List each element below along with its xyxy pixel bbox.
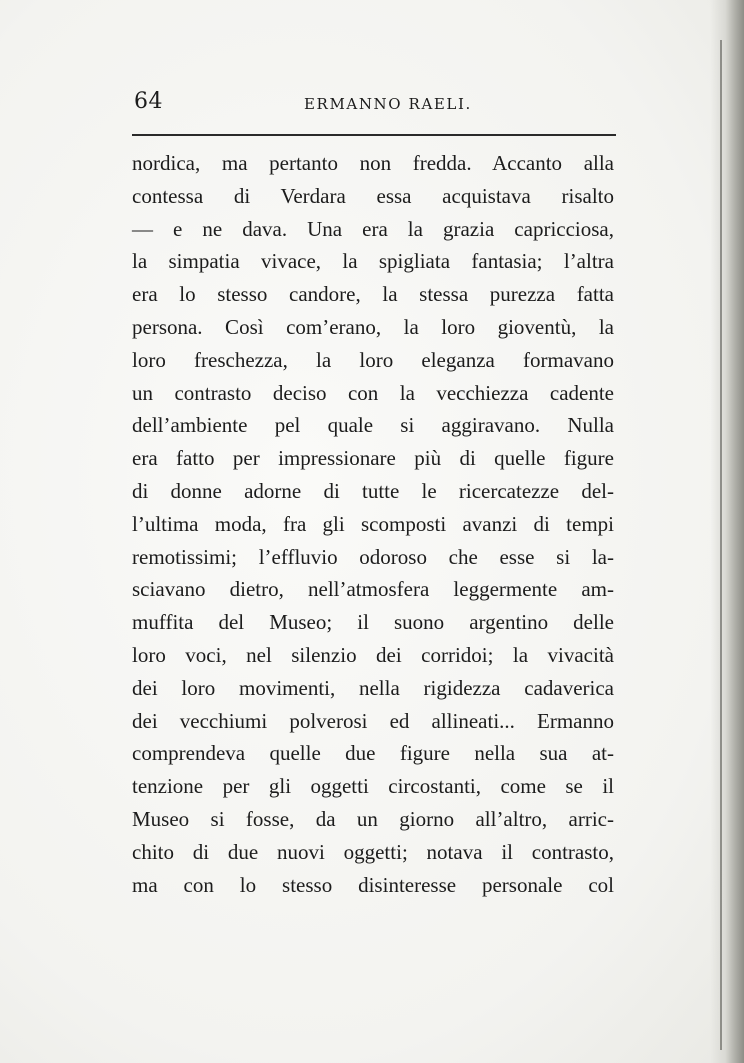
text-line: Museo si fosse, da un giorno all’altro, arric-	[132, 806, 614, 831]
text-line: ma con lo stesso disinteresse personale col	[132, 872, 614, 897]
text-line: la simpatia vivace, la spigliata fantasia; l’altra	[132, 249, 614, 274]
text-line: contessa di Verdara essa acquistava risalto	[132, 183, 614, 208]
header-rule	[132, 134, 616, 136]
text-line: loro voci, nel silenzio dei corridoi; la vivacità	[132, 642, 614, 667]
binding-edge-line	[720, 40, 722, 1050]
page-edge-shadow	[710, 0, 744, 1063]
text-line: dei loro movimenti, nella rigidezza cadaverica	[132, 675, 614, 700]
text-line: di donne adorne di tutte le ricercatezze del-	[132, 478, 614, 503]
text-line: era fatto per impressionare più di quelle figure	[132, 446, 614, 471]
text-line: l’ultima moda, fra gli scomposti avanzi di tempi	[132, 511, 614, 536]
text-line: persona. Così com’erano, la loro gioventù, la	[132, 314, 614, 339]
text-line: comprendeva quelle due figure nella sua at-	[132, 741, 614, 766]
text-line: tenzione per gli oggetti circostanti, come se il	[132, 774, 614, 799]
body-text	[132, 147, 614, 901]
text-line: era lo stesso candore, la stessa purezza fatta	[132, 282, 614, 307]
text-line: remotissimi; l’effluvio odoroso che esse si la-	[132, 544, 614, 569]
running-head: ERMANNO RAELI.	[304, 95, 472, 113]
page-header	[128, 88, 616, 124]
text-line: muffita del Museo; il suono argentino delle	[132, 610, 614, 635]
text-line: un contrasto deciso con la vecchiezza cadente	[132, 380, 614, 405]
text-line: dei vecchiumi polverosi ed allineati... Ermanno	[132, 708, 614, 733]
text-line: dell’ambiente pel quale si aggiravano. Nulla	[132, 413, 614, 438]
text-line: loro freschezza, la loro eleganza formavano	[132, 347, 614, 372]
text-line: nordica, ma pertanto non fredda. Accanto alla	[132, 151, 614, 175]
text-line: — e ne dava. Una era la grazia capricciosa,	[132, 216, 614, 241]
text-line: chito di due nuovi oggetti; notava il contrasto,	[132, 839, 614, 864]
page-number: 64	[134, 89, 163, 114]
text-line: sciavano dietro, nell’atmosfera leggermente am-	[132, 577, 614, 602]
